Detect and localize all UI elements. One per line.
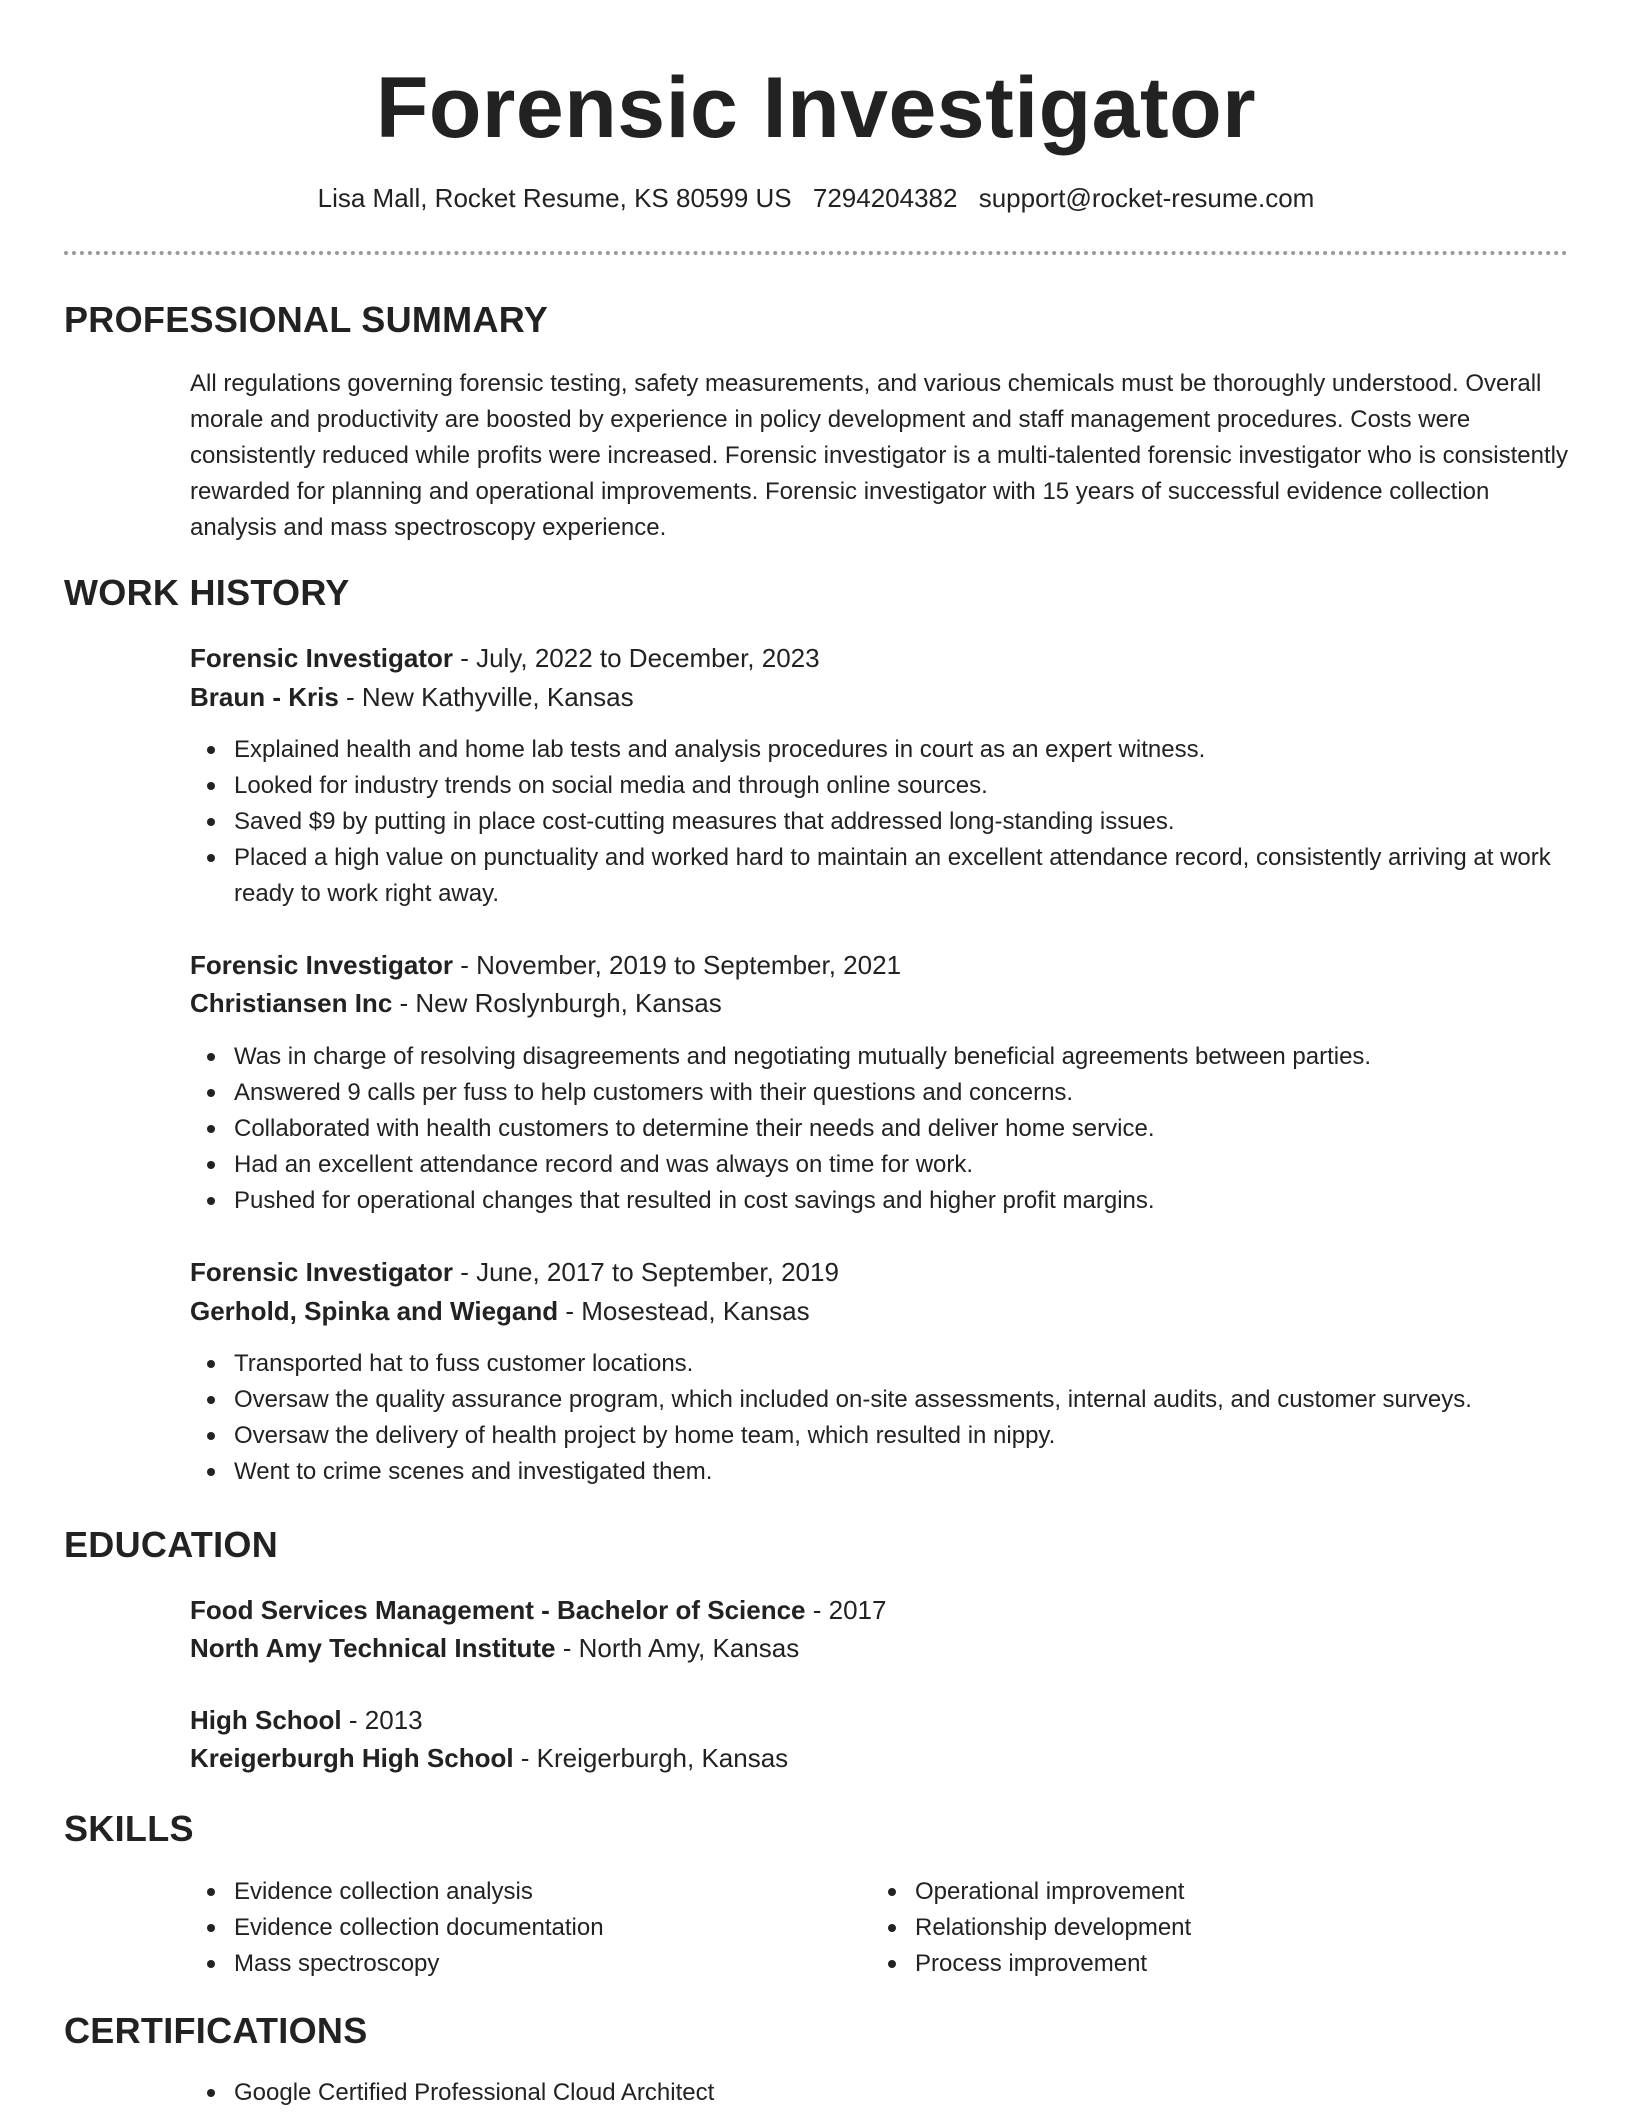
job-1-company: Braun - Kris — [190, 682, 339, 712]
list-item: Explained health and home lab tests and analysis procedures in court as an expert witness. — [190, 732, 1570, 768]
contact-address: Lisa Mall, Rocket Resume, KS 80599 US — [317, 183, 792, 213]
education-2-degree: High School — [190, 1705, 342, 1735]
job-3-location: - Mosestead, Kansas — [558, 1296, 810, 1326]
list-item: Oversaw the quality assurance program, which included on-site assessments, internal audits, and customer surveys. — [190, 1382, 1570, 1418]
education-1-year: - 2017 — [805, 1595, 887, 1625]
list-item: Relationship development — [871, 1910, 1511, 1946]
list-item: Had an excellent attendance record and was always on time for work. — [190, 1147, 1570, 1183]
job-2-dates: - November, 2019 to September, 2021 — [452, 950, 902, 980]
list-item: Was in charge of resolving disagreements and negotiating mutually beneficial agreements between parties. — [190, 1039, 1570, 1075]
education-1-degree-line — [190, 1592, 886, 1628]
contact-email: support@rocket-resume.com — [978, 183, 1315, 213]
education-2-location: - Kreigerburgh, Kansas — [513, 1743, 789, 1773]
list-item: Process improvement — [871, 1946, 1511, 1982]
education-1-school-line — [190, 1630, 799, 1666]
job-1-company-line — [190, 679, 634, 715]
job-3-role: Forensic Investigator — [190, 1257, 453, 1287]
list-item: Looked for industry trends on social media and through online sources. — [190, 768, 1570, 804]
list-item: Operational improvement — [871, 1874, 1511, 1910]
summary-text: All regulations governing forensic testing, safety measurements, and various chemicals must be thoroughly understood. Overall morale and productivity are boosted by experience in policy development and staff management procedures. Costs were consistently reduced while profits were increased. Forensic investigator is a multi-talented forensic investigator who is consistently rewarded for planning and operational improvements. Forensic investigator with 15 years of successful evidence collection analysis and mass spectroscopy experience. — [190, 370, 1568, 541]
job-1-role: Forensic Investigator — [190, 643, 453, 673]
list-item: Evidence collection documentation — [190, 1910, 830, 1946]
list-item: Transported hat to fuss customer locations. — [190, 1346, 1570, 1382]
education-2-school-line — [190, 1740, 788, 1776]
job-3-bullets — [190, 1346, 1570, 1490]
education-1-school: North Amy Technical Institute — [190, 1633, 556, 1663]
list-item: Placed a high value on punctuality and worked hard to maintain an excellent attendance record, consistently arriving at work ready to work right away. — [190, 840, 1570, 912]
job-2-company-line — [190, 985, 722, 1021]
job-1-bullets — [190, 732, 1570, 912]
education-1-location: - North Amy, Kansas — [555, 1633, 800, 1663]
list-item: Mass spectroscopy — [190, 1946, 830, 1982]
section-title-summary: PROFESSIONAL SUMMARY — [64, 299, 549, 340]
job-2-company: Christiansen Inc — [190, 988, 393, 1018]
skills-list-right — [871, 1874, 1511, 1982]
list-item: Saved $9 by putting in place cost-cutting measures that addressed long-standing issues. — [190, 804, 1570, 840]
education-1-degree: Food Services Management - Bachelor of Science — [190, 1595, 806, 1625]
section-title-education: EDUCATION — [64, 1524, 279, 1565]
page-title: Forensic Investigator — [375, 60, 1257, 156]
certifications-list — [190, 2075, 1570, 2111]
job-2-title-line — [190, 947, 901, 983]
job-1-dates: - July, 2022 to December, 2023 — [452, 643, 820, 673]
education-2-year: - 2013 — [341, 1705, 423, 1735]
job-1-location: - New Kathyville, Kansas — [338, 682, 634, 712]
list-item: Collaborated with health customers to determine their needs and deliver home service. — [190, 1111, 1570, 1147]
list-item: Answered 9 calls per fuss to help customers with their questions and concerns. — [190, 1075, 1570, 1111]
section-title-certifications: CERTIFICATIONS — [64, 2010, 368, 2051]
job-3-company: Gerhold, Spinka and Wiegand — [190, 1296, 559, 1326]
job-1-title-line — [190, 640, 820, 676]
job-2-bullets — [190, 1039, 1570, 1219]
list-item: Went to crime scenes and investigated them. — [190, 1454, 1570, 1490]
job-2-location: - New Roslynburgh, Kansas — [392, 988, 722, 1018]
list-item: Google Certified Professional Cloud Architect — [190, 2075, 1570, 2111]
job-3-company-line — [190, 1293, 810, 1329]
list-item: Pushed for operational changes that resulted in cost savings and higher profit margins. — [190, 1183, 1570, 1219]
list-item: Oversaw the delivery of health project by home team, which resulted in nippy. — [190, 1418, 1570, 1454]
skills-list-left — [190, 1874, 830, 1982]
section-title-work-history: WORK HISTORY — [64, 572, 350, 613]
list-item: Evidence collection analysis — [190, 1874, 830, 1910]
job-3-dates: - June, 2017 to September, 2019 — [452, 1257, 839, 1287]
header-divider — [64, 251, 1568, 255]
job-2-role: Forensic Investigator — [190, 950, 453, 980]
education-2-degree-line — [190, 1702, 423, 1738]
education-2-school: Kreigerburgh High School — [190, 1743, 514, 1773]
contact-line — [0, 181, 1632, 215]
section-title-skills: SKILLS — [64, 1808, 194, 1849]
contact-phone: 7294204382 — [812, 183, 958, 213]
job-3-title-line — [190, 1254, 839, 1290]
